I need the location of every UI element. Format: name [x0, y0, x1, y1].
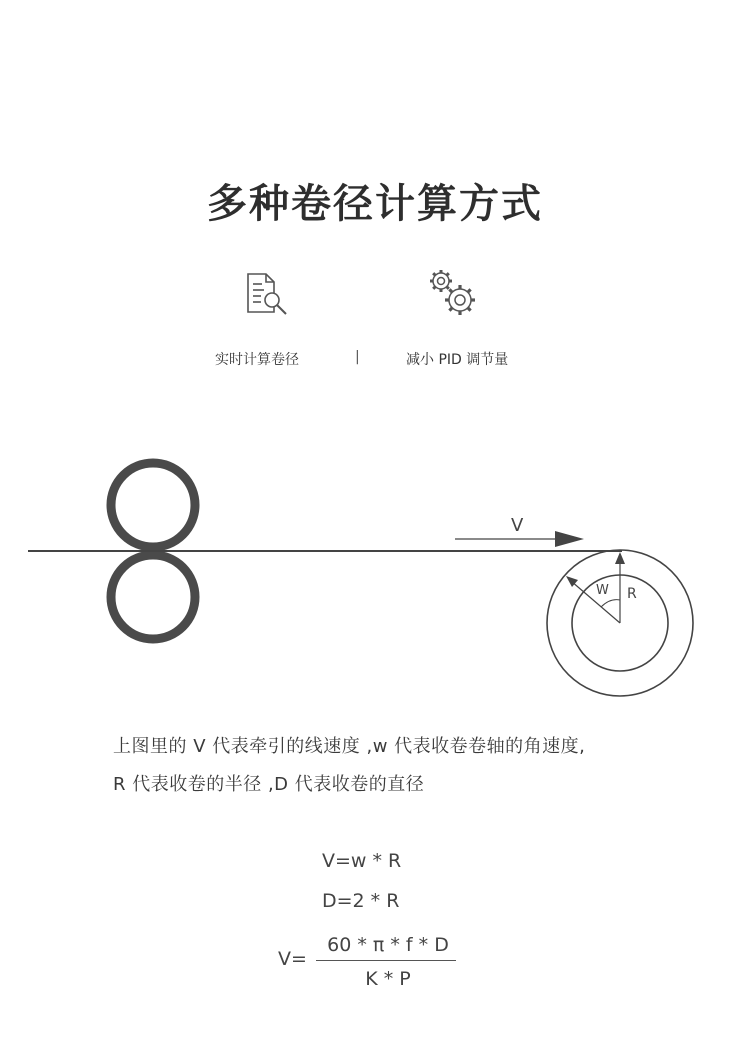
description-line-1: 上图里的 V 代表牵引的线速度 ,w 代表收卷卷轴的角速度,: [113, 736, 586, 757]
winding-diagram: [0, 440, 750, 710]
radius-label: R: [627, 586, 637, 602]
gears-icon: [424, 266, 480, 326]
feature-label-realtime: 实时计算卷径: [215, 352, 299, 368]
page-title: 多种卷径计算方式: [207, 181, 543, 227]
formula-velocity: V=w * R: [322, 850, 402, 872]
lower-roller: [111, 555, 195, 639]
description-line-2: R 代表收卷的半径 ,D 代表收卷的直径: [113, 774, 425, 795]
angular-label: W: [596, 583, 609, 598]
formula-3-prefix: V=: [278, 948, 307, 970]
document-search-icon: [244, 272, 290, 322]
angle-arc: [601, 600, 620, 607]
velocity-label: V: [511, 515, 524, 536]
feature-label-pid: 减小 PID 调节量: [406, 352, 509, 368]
formula-3-numerator: 60 * π * f * D: [327, 934, 449, 956]
formula-3-denominator: K * P: [365, 968, 411, 990]
upper-roller: [111, 463, 195, 547]
feature-divider: |: [355, 349, 360, 365]
formula-diameter: D=2 * R: [322, 890, 400, 912]
fraction-bar: [316, 960, 456, 961]
